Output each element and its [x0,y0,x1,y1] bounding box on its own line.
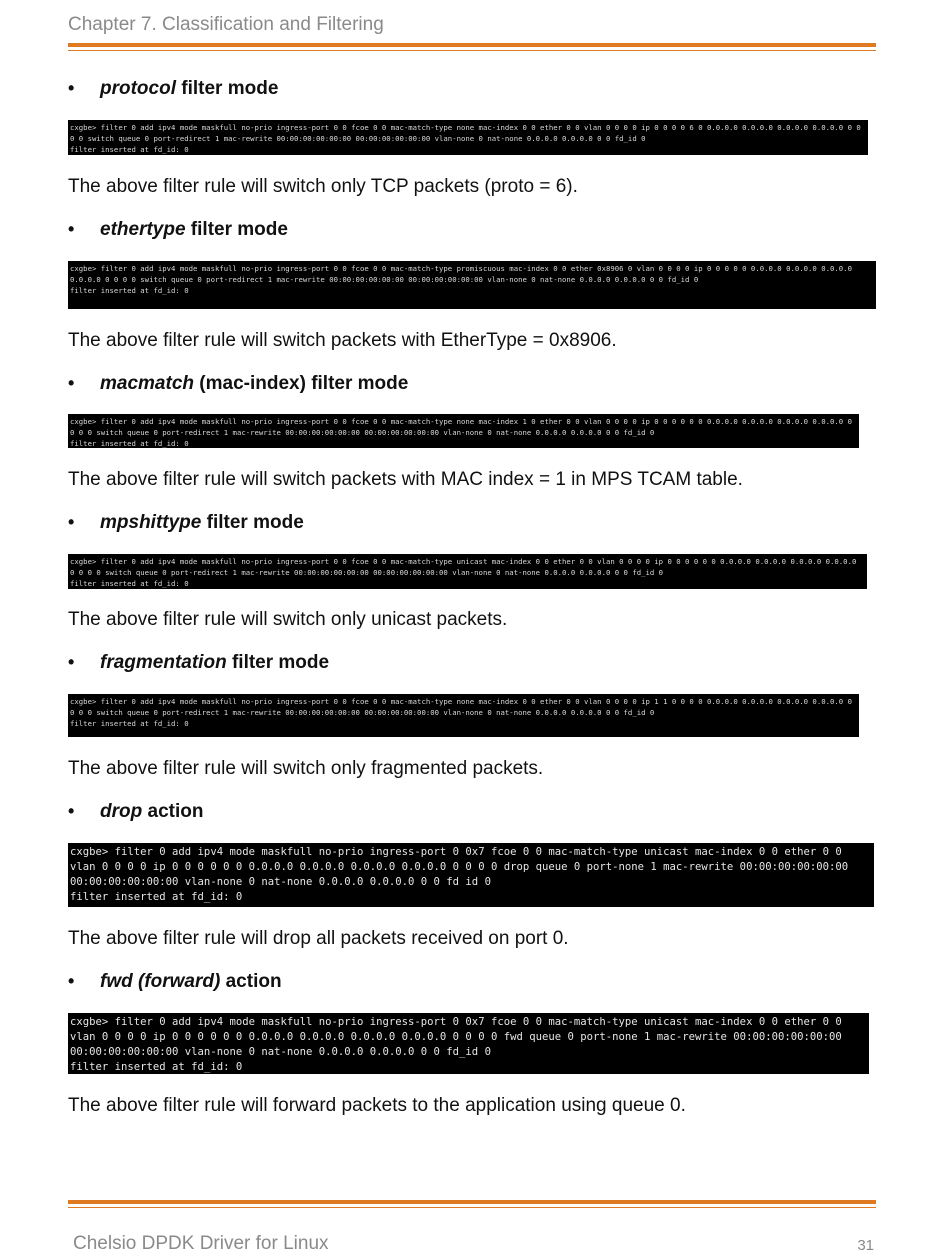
bullet-icon: • [68,512,75,532]
bullet-icon: • [68,78,75,98]
mode-suffix: filter mode [201,512,304,533]
description-text: The above filter rule will switch only fragmented packets. [68,758,544,779]
section-heading-mpshittype [68,512,304,534]
section-heading-ethertype [68,219,288,241]
mode-suffix: action [220,971,282,992]
mode-name: fragmentation [100,652,227,673]
bullet-icon: • [68,219,75,239]
mode-name: protocol [100,78,176,99]
section-heading-drop [68,801,203,823]
footer-rule-thin [68,1207,876,1208]
header-rule-thin [68,50,876,51]
page-header-title: Chapter 7. Classification and Filtering [68,14,384,35]
mode-suffix: filter mode [226,652,330,673]
terminal-output: cxgbe> filter 0 add ipv4 mode maskfull no-prio ingress-port 0 0 fcoe 0 0 mac-match-type promiscuous mac-index 0 0 ether 0x8906 0 vlan 0 0 0 0 ip 0 0 0 0 0 0.0.0.0 0.0.0.0 0.0.0.0 0.0.0.0 0 0 0 0 switch queue 0 port-redirect 1 mac-rewrite 00:00:00:00:00:00 00:00:00:00:00:00 vlan-none 0 nat-none 0.0.0.0 0.0.0.0 0 0 fd_id 0 filter inserted at fd_id: 0 [68,261,876,309]
mode-name: mpshittype [100,512,202,533]
terminal-output: cxgbe> filter 0 add ipv4 mode maskfull no-prio ingress-port 0 0 fcoe 0 0 mac-match-type none mac-index 0 0 ether 0 0 vlan 0 0 0 0 ip 0 0 0 0 6 0 0.0.0.0 0.0.0.0 0.0.0.0 0.0.0.0 0 0 0 0 switch queue 0 port-redirect 1 mac-rewrite 00:00:00:00:00:00 00:00:00:00:00:00 vlan-none 0 nat-none 0.0.0.0 0.0.0.0 0 0 fd_id 0 filter inserted at fd_id: 0 [68,120,868,155]
description-text: The above filter rule will drop all packets received on port 0. [68,928,569,949]
terminal-output: cxgbe> filter 0 add ipv4 mode maskfull no-prio ingress-port 0 0 fcoe 0 0 mac-match-type unicast mac-index 0 0 ether 0 0 vlan 0 0 0 0 ip 0 0 0 0 0 0 0.0.0.0 0.0.0.0 0.0.0.0 0.0.0.0 0 0 0 0 switch queue 0 port-redirect 1 mac-rewrite 00:00:00:00:00:00 00:00:00:00:00:00 vlan-none 0 nat-none 0.0.0.0 0.0.0.0 0 0 fd_id 0 filter inserted at fd_id: 0 [68,554,867,589]
mode-suffix: action [142,801,204,822]
description-text: The above filter rule will switch only TCP packets (proto = 6). [68,176,578,197]
section-heading-macmatch [68,373,408,395]
footer-rule [68,1200,876,1204]
footer-title: Chelsio DPDK Driver for Linux [73,1233,329,1254]
mode-name: drop [100,801,143,822]
terminal-output: cxgbe> filter 0 add ipv4 mode maskfull no-prio ingress-port 0 0 fcoe 0 0 mac-match-type none mac-index 0 0 ether 0 0 vlan 0 0 0 0 ip 1 1 0 0 0 0 0.0.0.0 0.0.0.0 0.0.0.0 0.0.0.0 0 0 0 0 switch queue 0 port-redirect 1 mac-rewrite 00:00:00:00:00:00 00:00:00:00:00:00 vlan-none 0 nat-none 0.0.0.0 0.0.0.0 0 0 fd_id 0 filter inserted at fd_id: 0 [68,694,859,737]
section-heading-fwd [68,971,282,993]
page-number: 31 [857,1237,874,1254]
section-heading-fragmentation [68,652,329,674]
terminal-output: cxgbe> filter 0 add ipv4 mode maskfull no-prio ingress-port 0 0x7 fcoe 0 0 mac-match-type unicast mac-index 0 0 ether 0 0 vlan 0 0 0 0 ip 0 0 0 0 0 0 0.0.0.0 0.0.0.0 0.0.0.0 0.0.0.0 0 0 0 0 fwd queue 0 port-none 1 mac-rewrite 00:00:00:00:00:00 00:00:00:00:00:00 vlan-none 0 nat-none 0.0.0.0 0.0.0.0 0 0 fd_id 0 filter inserted at fd_id: 0 [68,1013,869,1074]
mode-name: fwd (forward) [100,971,221,992]
mode-suffix: filter mode [176,78,279,99]
description-text: The above filter rule will switch only unicast packets. [68,609,508,630]
header-rule [68,43,876,47]
mode-name: ethertype [100,219,186,240]
bullet-icon: • [68,971,75,991]
terminal-output: cxgbe> filter 0 add ipv4 mode maskfull no-prio ingress-port 0 0 fcoe 0 0 mac-match-type none mac-index 1 0 ether 0 0 vlan 0 0 0 0 ip 0 0 0 0 0 0 0.0.0.0 0.0.0.0 0.0.0.0 0.0.0.0 0 0 0 0 switch queue 0 port-redirect 1 mac-rewrite 00:00:00:00:00:00 00:00:00:00:00:00 vlan-none 0 nat-none 0.0.0.0 0.0.0.0 0 0 fd_id 0 filter inserted at fd_id: 0 [68,414,859,448]
bullet-icon: • [68,373,75,393]
section-heading-protocol [68,78,278,100]
mode-suffix: (mac-index) filter mode [194,373,409,394]
terminal-output: cxgbe> filter 0 add ipv4 mode maskfull no-prio ingress-port 0 0x7 fcoe 0 0 mac-match-type unicast mac-index 0 0 ether 0 0 vlan 0 0 0 0 ip 0 0 0 0 0 0 0.0.0.0 0.0.0.0 0.0.0.0 0.0.0.0 0 0 0 0 drop queue 0 port-none 1 mac-rewrite 00:00:00:00:00:00 00:00:00:00:00:00 vlan-none 0 nat-none 0.0.0.0 0.0.0.0 0 0 fd id 0 filter inserted at fd_id: 0 [68,843,874,907]
description-text: The above filter rule will switch packets with EtherType = 0x8906. [68,330,617,351]
mode-suffix: filter mode [185,219,288,240]
description-text: The above filter rule will switch packets with MAC index = 1 in MPS TCAM table. [68,469,743,490]
description-text: The above filter rule will forward packets to the application using queue 0. [68,1095,686,1116]
bullet-icon: • [68,652,75,672]
bullet-icon: • [68,801,75,821]
mode-name: macmatch [100,373,194,394]
